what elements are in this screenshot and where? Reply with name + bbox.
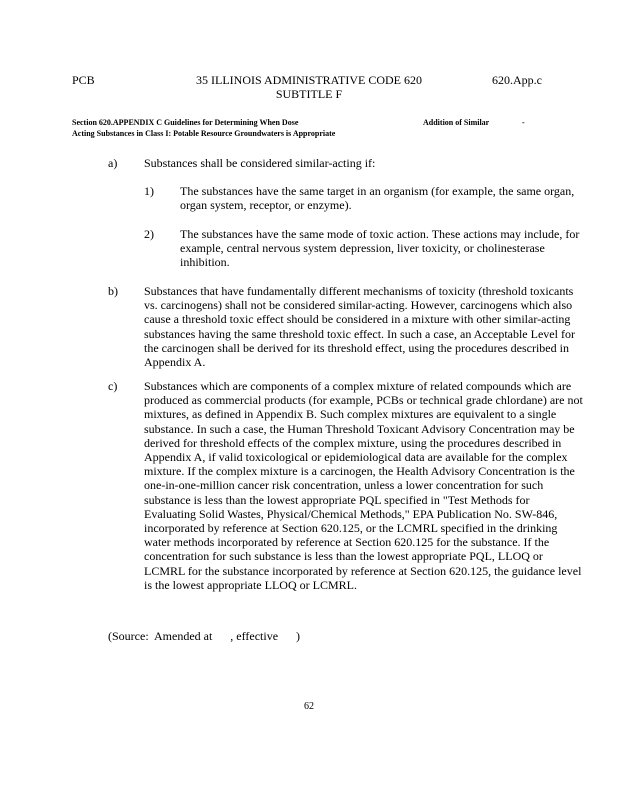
item-b-label: b) bbox=[108, 284, 118, 298]
section-heading-line2: Acting Substances in Class I: Potable Resource Groundwaters is Appropriate bbox=[72, 129, 336, 138]
header-agency: PCB bbox=[72, 73, 95, 87]
item-a-text: Substances shall be considered similar-acting if: bbox=[144, 156, 376, 170]
page-number: 62 bbox=[304, 701, 314, 712]
source-note: (Source: Amended at , effective ) bbox=[108, 629, 301, 643]
item-c-text: Substances which are components of a complex mixture of related compounds which are produced as commercial products (for example, PCBs or technical grade chlordane) are not mixtures, as defined in Appendix B. Such complex mixtures are equivalent to a single substance. In such a case, the Human Threshold Toxicant Advisory Concentration may be derived for threshold effects of the complex mixture, using the procedures described in Appendix A, if valid toxicological or epidemiological data are available for the complex mixture. If the complex mixture is a carcinogen, the Health Advisory Concentration is the one-in-one-million cancer risk concentration, unless a lower concentration for such substance is less than the lowest appropriate PQL specified in "Test Methods for Evaluating Solid Wastes, Physical/Chemical Methods," EPA Publication No. SW-846, incorporated by reference at Section 620.125, or the LCMRL specified in the drinking water methods incorporated by reference at Section 620.125 for the substance. If the concentration for such substance is less than the lowest appropriate PQL, LLOQ or LCMRL for the substance incorporated by reference at Section 620.125, the guidance level is the lowest appropriate LLOQ or LCMRL. bbox=[144, 379, 583, 592]
header-subtitle: SUBTITLE F bbox=[275, 87, 343, 101]
item-b-text: Substances that have fundamentally different mechanisms of toxicity (threshold toxicants vs. carcinogens) shall not be considered similar-acting. However, carcinogens which also cause a threshold toxic effect should be considered in a mixture with other similar-acting substances having the same threshold toxic effect. In such a case, an Acceptable Level for the carcinogen shall be derived for its threshold effect, using the procedures described in Appendix A. bbox=[144, 284, 575, 370]
section-heading-line1-mid: Addition of Similar bbox=[423, 118, 490, 127]
item-c-label: c) bbox=[108, 379, 118, 393]
header-section-number: 620.App.c bbox=[492, 73, 542, 87]
item-a-label: a) bbox=[108, 156, 118, 170]
subitem-1-label: 1) bbox=[144, 184, 154, 198]
subitem-2-label: 2) bbox=[144, 227, 154, 241]
subitem-2-text: The substances have the same mode of toxic action. These actions may include, for example, central nervous system depression, liver toxicity, or cholinesterase inhibition. bbox=[180, 227, 580, 270]
header-code-title: 35 ILLINOIS ADMINISTRATIVE CODE 620 bbox=[196, 73, 422, 87]
header-title bbox=[150, 73, 468, 101]
section-heading-dash: - bbox=[522, 118, 525, 127]
section-heading-line1: Section 620.APPENDIX C Guidelines for Determining When Dose bbox=[72, 118, 299, 127]
subitem-1-text: The substances have the same target in an organism (for example, the same organ, organ system, receptor, or enzyme). bbox=[180, 184, 575, 213]
